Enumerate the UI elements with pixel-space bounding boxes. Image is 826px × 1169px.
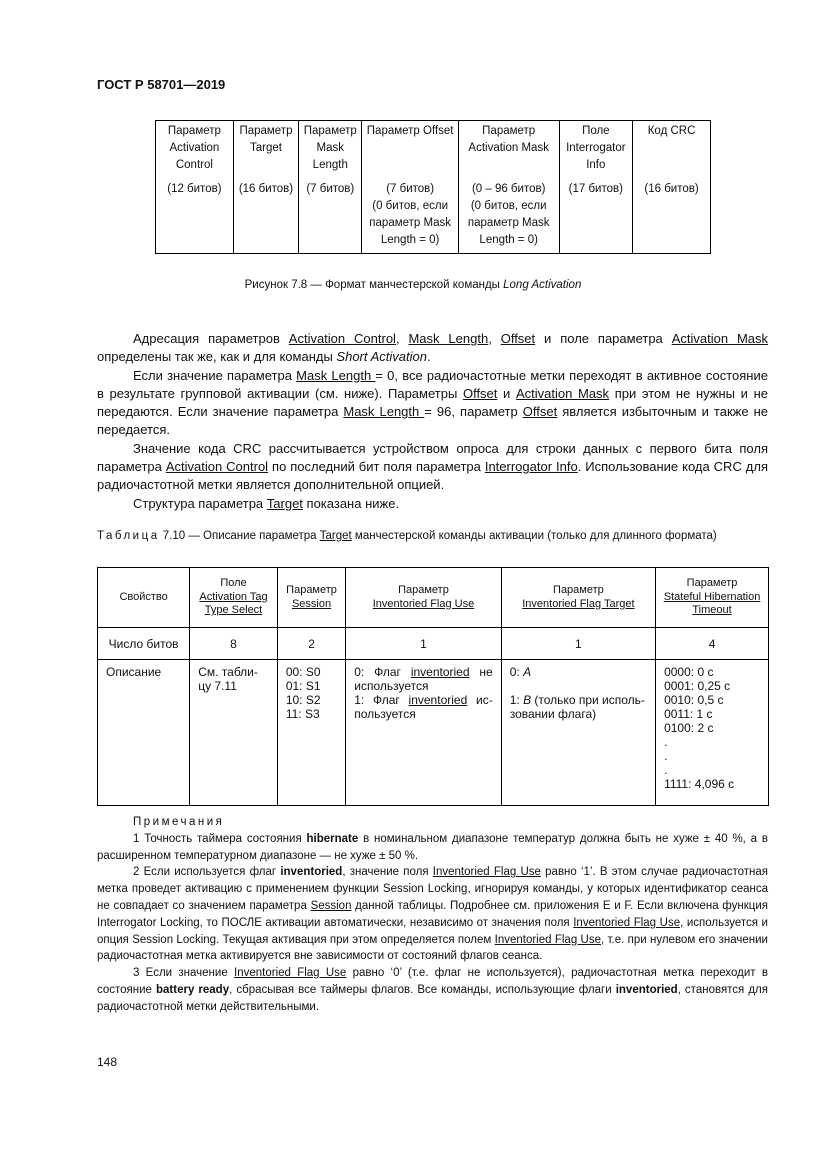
table-row <box>98 628 769 660</box>
note: 1 Точность таймера состояния hibernate в номинальном диапазоне температур должна быть не хуже ± 40 %, а в расширенном температурном диапазоне — не хуже ± 50 %. <box>97 832 769 862</box>
table-cell: 00: S0 01: S1 10: S2 11: S3 <box>277 660 345 806</box>
paragraph: Структура параметра Target показана ниже. <box>133 495 400 511</box>
figure-cell <box>299 181 362 254</box>
bits-label: (16 битов) <box>644 183 699 195</box>
table-caption: Таблица 7.10 — Описание параметра Target манчестерской команды активации (только для длинного формата) <box>97 530 717 542</box>
figure-cell <box>362 181 458 254</box>
paragraph: Если значение параметра Mask Length = 0, все радиочастотные метки переходят в активное состояние в результате групповой активации (см. ниже). Параметры Offset и Activation Mask при этом не нужны и не передаются. Если значение параметра Mask Length = 96, параметр Offset является избыточным и также не передается. <box>97 367 769 438</box>
notes <box>97 814 768 1016</box>
header-cell: Параметр Session <box>277 568 345 628</box>
bits-label: (7 битов) <box>386 183 435 195</box>
command-format-figure <box>155 120 711 254</box>
target-parameter-table <box>97 567 769 806</box>
header-cell: Параметр Inventoried Flag Use <box>346 568 501 628</box>
figure-cell: Параметр Activation Control <box>156 121 234 182</box>
figure-bits-row <box>156 181 711 254</box>
table-cell: 0: Флаг inventoried не используется 1: Флаг inventoried используется <box>346 660 501 806</box>
bits-label: (0 – 96 битов) <box>471 183 546 195</box>
document-header: ГОСТ Р 58701—2019 <box>97 77 226 92</box>
figure-cell: Параметр Mask Length <box>299 121 362 182</box>
figure-cell: Параметр Activation Mask <box>458 121 559 182</box>
paragraph: Значение кода CRC рассчитывается устройством опроса для строки данных с первого бита поля параметра Activation Control по последний бит поля параметра Interrogator Info. Использование кода CRC для радиочастотной метки является дополнительной опцией. <box>97 440 769 493</box>
table-cell: См. табли- цу 7.11 <box>190 660 278 806</box>
notes-title: Примечания <box>133 816 225 828</box>
table-cell: 0000: 0 с 0001: 0,25 с 0010: 0,5 с 0011: 1 с 0100: 2 с . . . 1111: 4,096 с <box>656 660 769 806</box>
table-cell: 0: A 1: B (только при использовании флага) <box>501 660 655 806</box>
note: 3 Если значение Inventoried Flag Use равно ‘0’ (т.е. флаг не используется), радиочастотная метка переходит в состояние battery ready, сбрасывая все таймеры флагов. Все команды, использующие флаги inventoried, становятся для радиочастотной метки действительными. <box>97 967 768 1013</box>
table-cell: Описание <box>98 660 190 806</box>
paragraph: Адресация параметров Activation Control, Mask Length, Offset и поле параметра Activation Mask определены так же, как и для команды Short Activation. <box>97 331 769 365</box>
bits-note: (0 битов, если параметр Mask Length = 0) <box>369 200 451 246</box>
figure-cell <box>156 181 234 254</box>
figure-cell: Поле Interrogator Info <box>559 121 633 182</box>
bits-note: (0 битов, если параметр Mask Length = 0) <box>467 200 550 246</box>
bits-label: (17 битов) <box>568 183 623 195</box>
bits-label: (7 битов) <box>306 183 355 195</box>
header-cell: Параметр Inventoried Flag Target <box>501 568 655 628</box>
table-cell: 8 <box>190 628 278 660</box>
table-cell: 2 <box>277 628 345 660</box>
figure-names-row <box>156 121 711 182</box>
bits-label: (16 битов) <box>238 183 294 195</box>
table-cell: 4 <box>656 628 769 660</box>
table-cell: 1 <box>346 628 501 660</box>
figure-cell <box>233 181 298 254</box>
figure-cell: Код CRC <box>633 121 711 182</box>
table-cell: Число битов <box>98 628 190 660</box>
figure-caption: Рисунок 7.8 — Формат манчестерской команды Long Activation <box>244 279 582 291</box>
table-row <box>98 660 769 806</box>
header-cell: Поле Activation Tag Type Select <box>190 568 278 628</box>
header-cell: Параметр Stateful Hibernation Timeout <box>656 568 769 628</box>
body-text <box>97 330 768 513</box>
figure-cell: Параметр Target <box>233 121 298 182</box>
figure-cell <box>559 181 633 254</box>
bits-label: (12 битов) <box>167 183 222 195</box>
figure-cell: Параметр Offset <box>362 121 458 182</box>
figure-cell <box>633 181 711 254</box>
page-number: 148 <box>97 1055 118 1069</box>
table-header-row <box>98 568 769 628</box>
figure-cell <box>458 181 559 254</box>
header-cell: Свойство <box>98 568 190 628</box>
note: 2 Если используется флаг inventoried, значение поля Inventoried Flag Use равно ‘1’. В этом случае радиочастотная метка проведет активацию с применением функции Session Locking, игнорируя команды, у которых идентификатор сеанса не совпадает со значением параметра Session данной таблицы. Подробнее см. приложения E и F. Если включена функция Interrogator Locking, то ПОСЛЕ активации автоматически, независимо от значения поля Inventoried Flag Use, используется и опция Session Locking. Текущая активация при этом определяется полем Inventoried Flag Use, т.е. при нулевом его значении радиочастотная метка активируется вне зависимости от состояний флагов сеанса. <box>97 866 769 963</box>
table-cell: 1 <box>501 628 655 660</box>
